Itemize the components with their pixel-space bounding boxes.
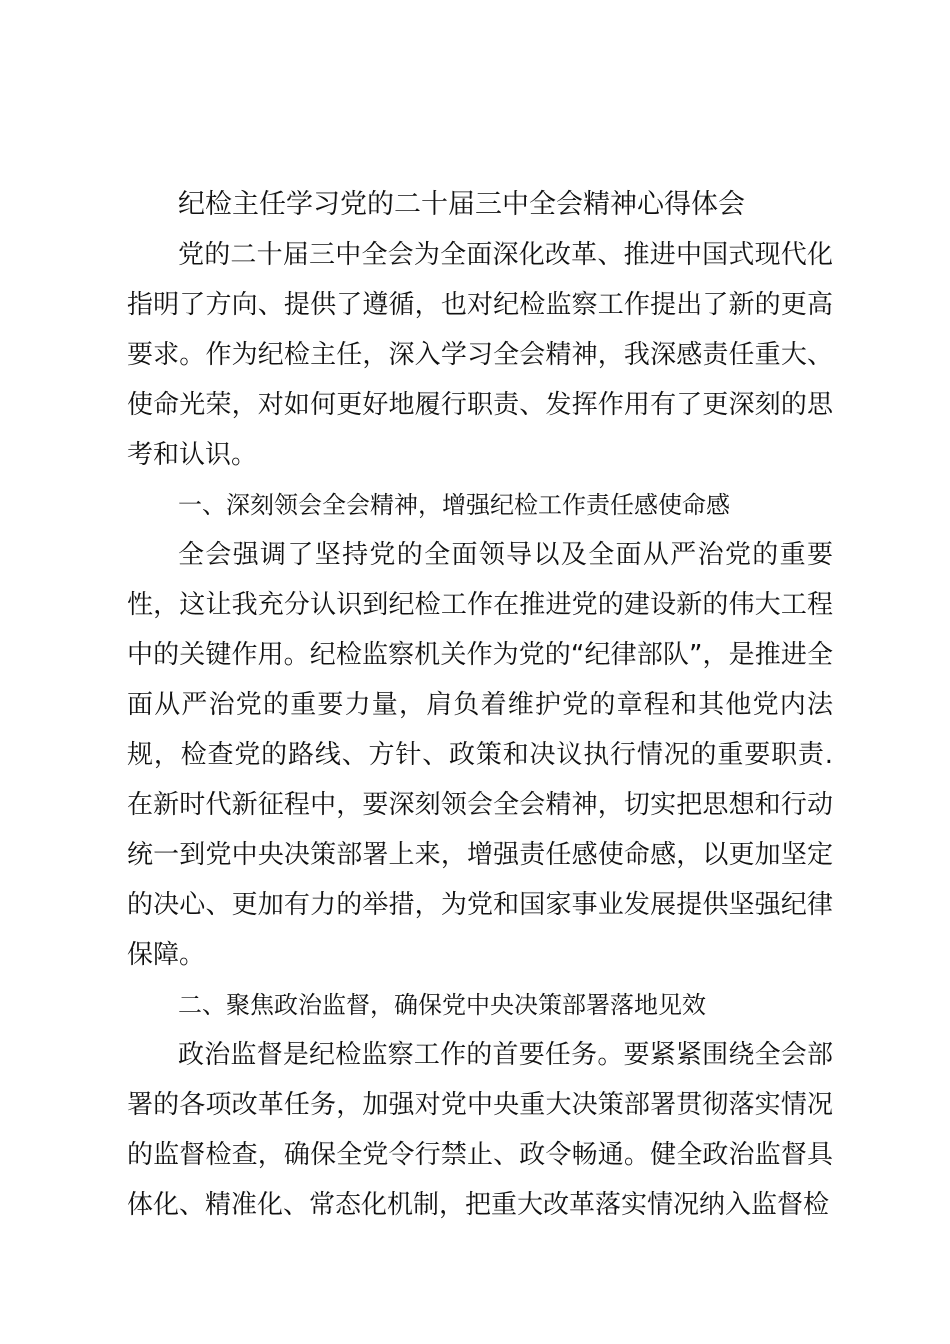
section-heading-2: 二、聚焦政治监督，确保党中央决策部署落地见效 xyxy=(178,991,706,1019)
section-paragraph-1: 全会强调了坚持党的全面领导以及全面从严治党的重要性，这让我充分认识到纪检工作在推进党的建设新的伟大工程中的关键作用。纪检监察机关作为党的“纪律部队”，是推进全面从严治党的重要力量，肩负着维护党的章程和其他党内法规，检查党的路线、方针、政策和决议执行情况的重要职责.在新时代新征程中，要深刻领会全会精神，切实把思想和行动统一到党中央决策部署上来，增强责任感使命感，以更加坚定的决心、更加有力的举措，为党和国家事业发展提供坚强纪律保障。 xyxy=(127,540,833,970)
section-heading-1: 一、深刻领会全会精神，增强纪检工作责任感使命感 xyxy=(178,491,730,519)
intro-paragraph: 党的二十届三中全会为全面深化改革、推进中国式现代化指明了方向、提供了遵循，也对纪检监察工作提出了新的更高要求。作为纪检主任，深入学习全会精神，我深感责任重大、使命光荣，对如何更好地履行职责、发挥作用有了更深刻的思考和认识。 xyxy=(127,240,833,470)
document-body xyxy=(127,180,833,1230)
section-paragraph-2: 政治监督是纪检监察工作的首要任务。要紧紧围绕全会部署的各项改革任务，加强对党中央重大决策部署贯彻落实情况的监督检查，确保全党令行禁止、政令畅通。健全政治监督具体化、精准化、常态化机制，把重大改革落实情况纳入监督检 xyxy=(127,1040,833,1220)
document-title: 纪检主任学习党的二十届三中全会精神心得体会 xyxy=(178,189,745,220)
